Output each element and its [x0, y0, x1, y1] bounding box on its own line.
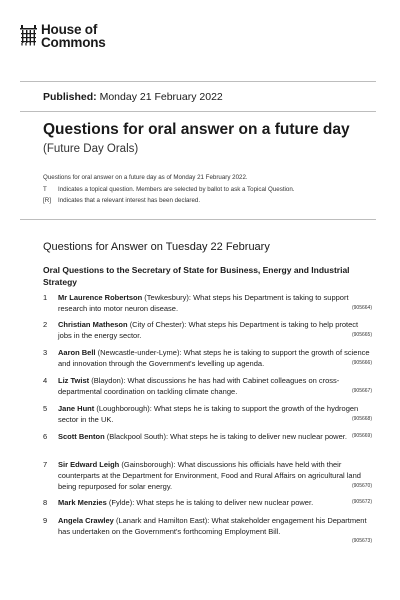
- question-item: [43, 459, 372, 492]
- question-number: 7: [43, 460, 48, 469]
- question-number: 8: [43, 498, 48, 507]
- question-text: What steps his Department is taking to help protect jobs in the energy sector.: [58, 320, 359, 340]
- question-number: 2: [43, 320, 48, 329]
- question-body: [58, 292, 372, 314]
- house-of-commons-logo: [20, 24, 106, 49]
- question-reference: (905670): [351, 483, 372, 489]
- section-title: Questions for Answer on Tuesday 22 February: [43, 241, 270, 253]
- member-name: Mr Laurence Robertson: [58, 293, 143, 302]
- notes-item: [43, 195, 295, 207]
- question-number: 1: [43, 293, 48, 302]
- question-reference: (905665): [351, 332, 372, 338]
- notes-intro: Questions for oral answer on a future day as of Monday 21 February 2022.: [43, 174, 248, 181]
- department-heading: Oral Questions to the Secretary of State for Business, Energy and Industrial Strategy: [43, 265, 350, 287]
- constituency: (Tewkesbury):: [144, 293, 191, 302]
- question-body: [58, 403, 372, 425]
- notes-text: Indicates that a relevant interest has been declared.: [58, 197, 201, 204]
- question-reference: (905666): [351, 360, 372, 366]
- question-reference: (905672): [351, 499, 372, 505]
- notes-symbol: T: [43, 185, 47, 193]
- constituency: (Blaydon):: [91, 376, 126, 385]
- constituency: (Gainsborough):: [121, 460, 176, 469]
- logo-line-2: Commons: [41, 34, 106, 50]
- question-item: [43, 403, 372, 425]
- question-number: 3: [43, 348, 48, 357]
- notes: [43, 172, 295, 207]
- notes-text: Indicates a topical question. Members are selected by ballot to ask a Topical Question.: [58, 185, 295, 193]
- notes-symbol: [R]: [43, 197, 51, 204]
- question-reference: (905667): [351, 388, 372, 394]
- member-name: Sir Edward Leigh: [58, 460, 120, 469]
- question-text: What discussions his officials have held with their counterparts at the Department for Environment, Food and Rural Affairs on agricultural land being repurposed for solar energy.: [58, 460, 361, 491]
- question-number: 5: [43, 404, 48, 413]
- question-body: [58, 497, 372, 508]
- question-text: What steps he is taking to deliver new nuclear power.: [170, 432, 347, 441]
- constituency: (Lanark and Hamilton East):: [115, 516, 210, 525]
- constituency: (Blackpool South):: [106, 432, 169, 441]
- published-line: [43, 91, 223, 103]
- member-name: Christian Matheson: [58, 320, 128, 329]
- question-body: [58, 347, 372, 369]
- member-name: Angela Crawley: [58, 516, 114, 525]
- question-reference: (905669): [351, 433, 372, 439]
- question-item: [43, 431, 372, 442]
- question-item: [43, 375, 372, 397]
- question-item: [43, 497, 372, 508]
- member-name: Mark Menzies: [58, 498, 107, 507]
- question-item: [43, 515, 372, 545]
- question-number: 4: [43, 376, 48, 385]
- question-text: What steps he is taking to deliver new nuclear power.: [136, 498, 314, 507]
- member-name: Jane Hunt: [58, 404, 95, 413]
- logo-wordmark: [41, 24, 106, 49]
- constituency: (Fylde):: [108, 498, 135, 507]
- question-body: [58, 515, 372, 545]
- question-body: [58, 319, 372, 341]
- question-item: [43, 319, 372, 341]
- published-label: Published:: [43, 91, 97, 103]
- page-title: Questions for oral answer on a future day: [43, 121, 350, 138]
- question-text: What steps he is taking to support the growth of science and innovation through the Government's levelling up agenda.: [58, 348, 370, 368]
- question-reference: (905668): [351, 416, 372, 422]
- constituency: (City of Chester):: [129, 320, 187, 329]
- constituency: (Newcastle-under-Lyme):: [97, 348, 182, 357]
- question-text: What discussions he has had with Cabinet colleagues on cross-departmental coordination on tackling climate change.: [58, 376, 340, 396]
- logo-line-1: House of: [41, 22, 98, 37]
- divider: [20, 219, 376, 220]
- page-subtitle: (Future Day Orals): [43, 143, 139, 155]
- question-reference: (905664): [351, 305, 372, 311]
- question-number: 9: [43, 516, 48, 525]
- member-name: Liz Twist: [58, 376, 90, 385]
- member-name: Scott Benton: [58, 432, 105, 441]
- portcullis-icon: [20, 25, 37, 46]
- question-body: [58, 375, 372, 397]
- question-text: What steps he is taking to support the growth of the hydrogen sector in the UK.: [58, 404, 359, 424]
- question-number: 6: [43, 432, 48, 441]
- question-body: [58, 431, 372, 442]
- question-body: [58, 459, 372, 492]
- question-item: [43, 292, 372, 314]
- question-text: What steps his Department is taking to support research into motor neuron disease.: [58, 293, 349, 313]
- question-reference: (905673): [351, 538, 372, 544]
- divider: [20, 81, 376, 82]
- constituency: (Loughborough):: [96, 404, 152, 413]
- notes-item: [43, 184, 295, 196]
- member-name: Aaron Bell: [58, 348, 96, 357]
- question-item: [43, 347, 372, 369]
- divider: [20, 111, 376, 112]
- question-text: What stakeholder engagement his Department has undertaken on the Government's forthcoming Employment Bill.: [58, 516, 367, 536]
- published-date: Monday 21 February 2022: [99, 91, 223, 103]
